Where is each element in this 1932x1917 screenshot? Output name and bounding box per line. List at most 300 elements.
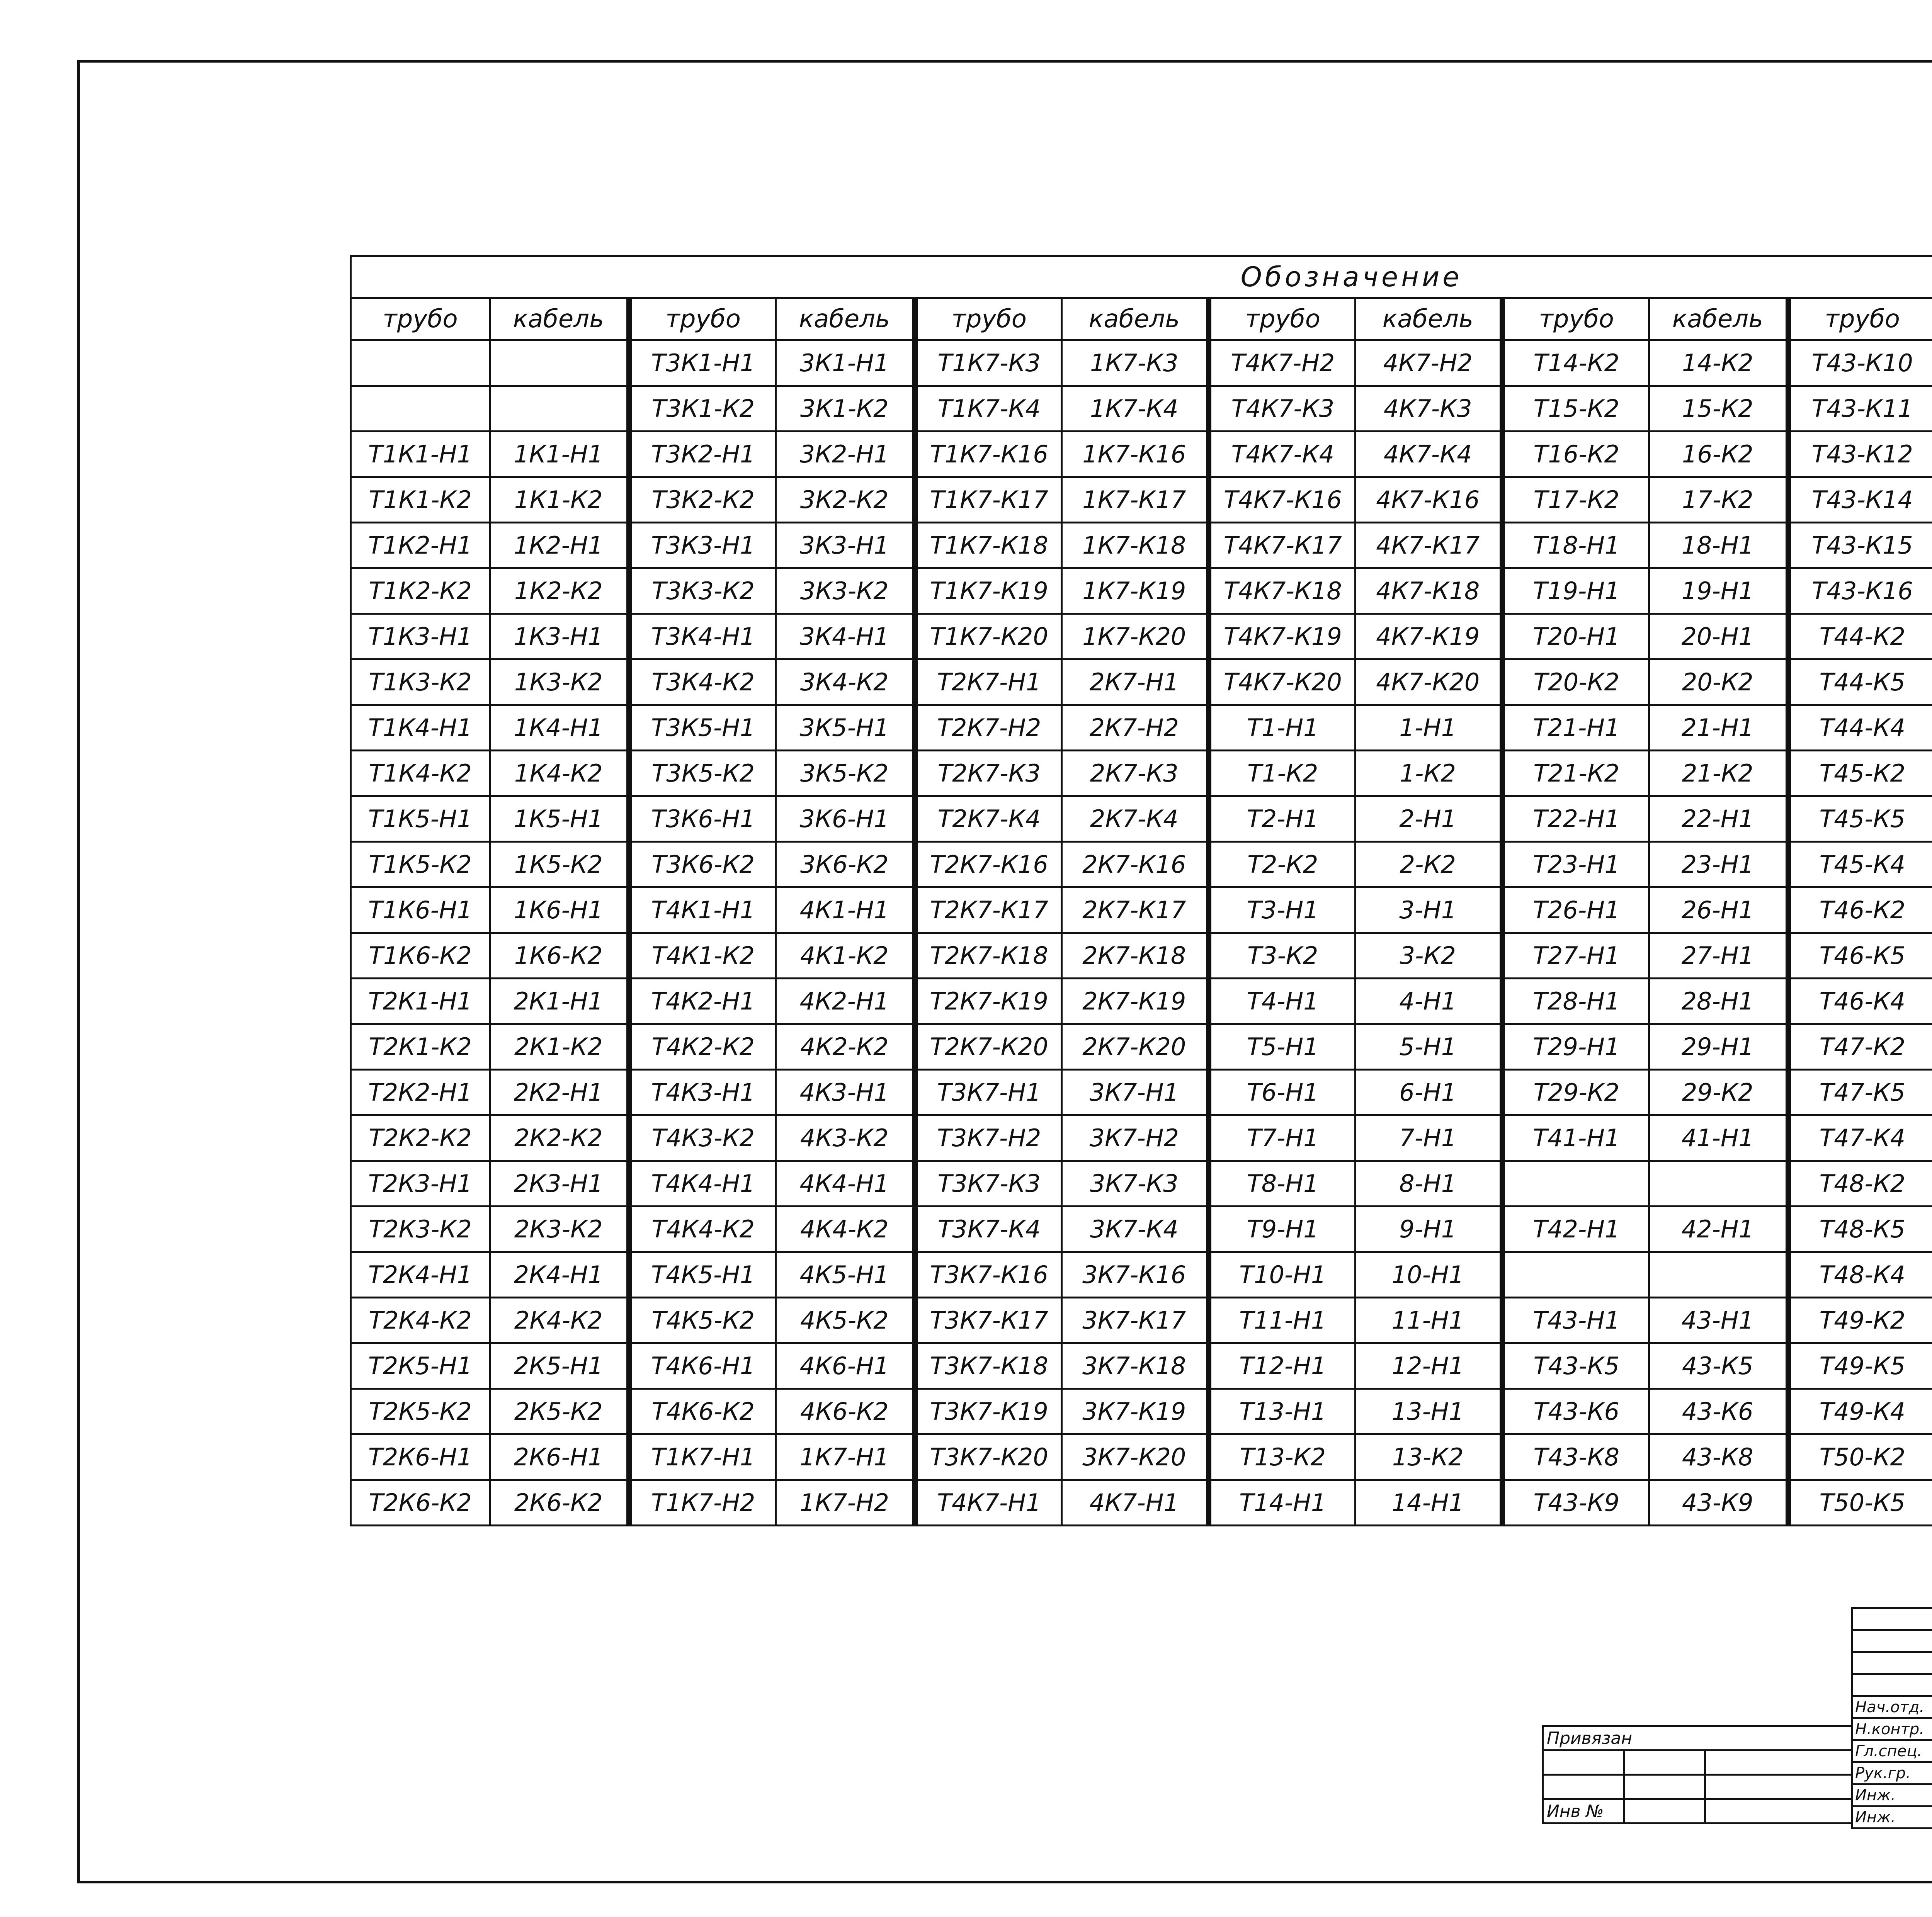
tube-cell: Т13-К2 (1209, 1434, 1355, 1480)
tube-cell: Т44-К2 (1788, 614, 1932, 659)
tube-cell: Т20-К2 (1502, 659, 1649, 705)
cable-cell: 4К7-Н2 (1355, 340, 1502, 386)
tube-cell: Т2К7-К17 (915, 887, 1062, 933)
cable-cell: 5-Н1 (1355, 1024, 1502, 1070)
cable-cell: 27-Н1 (1649, 933, 1788, 979)
tube-cell: Т3К6-К2 (629, 842, 776, 887)
tube-cell: Т3К7-К17 (915, 1298, 1062, 1343)
cable-cell: 2К7-Н2 (1062, 705, 1209, 751)
tube-cell: Т49-К4 (1788, 1389, 1932, 1434)
cable-cell: 43-К8 (1649, 1434, 1788, 1480)
tube-cell: Т9-Н1 (1209, 1207, 1355, 1252)
cable-cell: 3К2-К2 (776, 477, 915, 523)
cable-cell: 4К6-Н1 (776, 1343, 915, 1389)
person-role: Инж. (1852, 1807, 1932, 1829)
tube-cell: Т21-Н1 (1502, 705, 1649, 751)
cable-cell: 16-К2 (1649, 432, 1788, 477)
cable-cell: 3К5-Н1 (776, 705, 915, 751)
tube-cell: Т3К6-Н1 (629, 796, 776, 842)
tube-cell: Т2К7-Н2 (915, 705, 1062, 751)
cable-cell: 2К5-К2 (490, 1389, 629, 1434)
table-row (351, 979, 1932, 1024)
cable-cell: 1К1-Н1 (490, 432, 629, 477)
tube-cell: Т5-Н1 (1209, 1024, 1355, 1070)
table-row (351, 1434, 1932, 1480)
tube-cell: Т2К3-К2 (351, 1207, 490, 1252)
table-row (351, 523, 1932, 568)
tube-cell: Т4-Н1 (1209, 979, 1355, 1024)
cable-cell: 4К2-К2 (776, 1024, 915, 1070)
tube-cell: Т14-Н1 (1209, 1480, 1355, 1526)
tube-cell: Т2К6-Н1 (351, 1434, 490, 1480)
cable-cell: 29-К2 (1649, 1070, 1788, 1115)
cable-cell: 1К3-Н1 (490, 614, 629, 659)
tube-cell: Т44-К4 (1788, 705, 1932, 751)
tube-cell: Т11-Н1 (1209, 1298, 1355, 1343)
tube-cell: Т29-К2 (1502, 1070, 1649, 1115)
tube-cell: Т3К7-К18 (915, 1343, 1062, 1389)
tube-cell: Т2К5-Н1 (351, 1343, 490, 1389)
cable-cell: 1К5-К2 (490, 842, 629, 887)
cable-cell: 2К1-Н1 (490, 979, 629, 1024)
table-row (351, 568, 1932, 614)
tube-cell: Т1К1-Н1 (351, 432, 490, 477)
tube-cell: Т4К1-Н1 (629, 887, 776, 933)
tube-cell: Т50-К5 (1788, 1480, 1932, 1526)
table-row (351, 751, 1932, 796)
privyazan-block (1542, 1725, 1853, 1824)
header-cable: кабель (490, 298, 629, 340)
cable-cell: 1К6-К2 (490, 933, 629, 979)
tube-cell: Т1К1-К2 (351, 477, 490, 523)
tube-cell: Т3К7-К4 (915, 1207, 1062, 1252)
person-role: Гл.спец. (1852, 1740, 1932, 1762)
tube-cell: Т1К5-К2 (351, 842, 490, 887)
tube-cell: Т3К7-К19 (915, 1389, 1062, 1434)
tube-cell: Т16-К2 (1502, 432, 1649, 477)
cable-cell: 2К7-К20 (1062, 1024, 1209, 1070)
cable-cell: 3К7-К19 (1062, 1389, 1209, 1434)
table-row (351, 614, 1932, 659)
cable-cell: 4К5-К2 (776, 1298, 915, 1343)
cable-cell: 3К7-К20 (1062, 1434, 1209, 1480)
tube-cell: Т1К7-К17 (915, 477, 1062, 523)
tube-cell: Т4К7-К4 (1209, 432, 1355, 477)
tube-cell: Т46-К2 (1788, 887, 1932, 933)
cable-cell: 2К7-К18 (1062, 933, 1209, 979)
tube-cell: Т3К2-Н1 (629, 432, 776, 477)
cable-cell: 14-Н1 (1355, 1480, 1502, 1526)
table-row (351, 705, 1932, 751)
cable-cell: 3К7-К18 (1062, 1343, 1209, 1389)
tube-cell: Т46-К5 (1788, 933, 1932, 979)
tube-cell: Т4К5-К2 (629, 1298, 776, 1343)
cable-cell: 22-Н1 (1649, 796, 1788, 842)
tube-cell: Т3-К2 (1209, 933, 1355, 979)
tube-cell: Т1К7-Н2 (629, 1480, 776, 1526)
cable-cell: 4К7-К16 (1355, 477, 1502, 523)
cable-cell: 4К2-Н1 (776, 979, 915, 1024)
tube-cell: Т2К4-Н1 (351, 1252, 490, 1298)
tube-cell: Т4К7-К17 (1209, 523, 1355, 568)
cable-cell: 14-К2 (1649, 340, 1788, 386)
cable-cell: 26-Н1 (1649, 887, 1788, 933)
table-body (351, 340, 1932, 1526)
tube-cell: Т4К7-К16 (1209, 477, 1355, 523)
tube-cell: Т43-К10 (1788, 340, 1932, 386)
tube-cell: Т43-К9 (1502, 1480, 1649, 1526)
table-row (351, 933, 1932, 979)
cable-cell: 2К3-К2 (490, 1207, 629, 1252)
tube-cell: Т1К6-Н1 (351, 887, 490, 933)
tube-cell (1502, 1161, 1649, 1207)
tube-cell: Т21-К2 (1502, 751, 1649, 796)
tube-cell: Т23-Н1 (1502, 842, 1649, 887)
tube-cell (351, 340, 490, 386)
table-title: Обозначение (351, 256, 1932, 298)
cable-cell: 3К6-К2 (776, 842, 915, 887)
table-row (351, 1298, 1932, 1343)
tube-cell: Т3К2-К2 (629, 477, 776, 523)
cable-cell: 1К7-К18 (1062, 523, 1209, 568)
tube-cell: Т1К7-К20 (915, 614, 1062, 659)
tube-cell: Т1К6-К2 (351, 933, 490, 979)
tube-cell: Т4К7-Н2 (1209, 340, 1355, 386)
cable-cell: 3К7-К3 (1062, 1161, 1209, 1207)
tube-cell: Т43-К15 (1788, 523, 1932, 568)
person-role: Н.контр. (1852, 1718, 1932, 1740)
cable-cell: 3К1-Н1 (776, 340, 915, 386)
tube-cell: Т2К2-Н1 (351, 1070, 490, 1115)
tube-cell: Т3К7-К16 (915, 1252, 1062, 1298)
cable-cell: 4К5-Н1 (776, 1252, 915, 1298)
tube-cell: Т41-Н1 (1502, 1115, 1649, 1161)
inv-label: Инв № (1543, 1799, 1624, 1824)
tube-cell: Т28-Н1 (1502, 979, 1649, 1024)
cable-cell: 3К4-Н1 (776, 614, 915, 659)
cable-cell: 12-Н1 (1355, 1343, 1502, 1389)
cable-cell: 2-К2 (1355, 842, 1502, 887)
tube-cell: Т4К3-Н1 (629, 1070, 776, 1115)
table-row (351, 1161, 1932, 1207)
tube-cell: Т1К7-К4 (915, 386, 1062, 432)
tube-cell: Т2К5-К2 (351, 1389, 490, 1434)
tube-cell: Т2К2-К2 (351, 1115, 490, 1161)
tube-cell: Т4К1-К2 (629, 933, 776, 979)
tube-cell: Т10-Н1 (1209, 1252, 1355, 1298)
tube-cell: Т27-Н1 (1502, 933, 1649, 979)
cable-cell: 1К7-К19 (1062, 568, 1209, 614)
cable-cell: 13-К2 (1355, 1434, 1502, 1480)
tube-cell: Т4К5-Н1 (629, 1252, 776, 1298)
cable-cell: 3-Н1 (1355, 887, 1502, 933)
tube-cell: Т47-К2 (1788, 1024, 1932, 1070)
cable-tube-table (350, 255, 1932, 1526)
cable-cell: 21-Н1 (1649, 705, 1788, 751)
cable-cell: 4К7-К3 (1355, 386, 1502, 432)
tube-cell: Т8-Н1 (1209, 1161, 1355, 1207)
table-row (351, 432, 1932, 477)
cable-cell: 2К5-Н1 (490, 1343, 629, 1389)
cable-cell: 4-Н1 (1355, 979, 1502, 1024)
tube-cell: Т3К1-Н1 (629, 340, 776, 386)
table-row (351, 386, 1932, 432)
table-row (351, 1480, 1932, 1526)
tube-cell: Т4К7-К19 (1209, 614, 1355, 659)
cable-cell: 2К7-К17 (1062, 887, 1209, 933)
cable-cell (490, 340, 629, 386)
cable-cell: 43-К5 (1649, 1343, 1788, 1389)
header-tube: трубо (351, 298, 490, 340)
cable-cell: 3К7-Н1 (1062, 1070, 1209, 1115)
cable-cell: 3К7-К17 (1062, 1298, 1209, 1343)
cable-cell: 1К4-К2 (490, 751, 629, 796)
cable-cell: 17-К2 (1649, 477, 1788, 523)
cable-cell: 4К7-К18 (1355, 568, 1502, 614)
tube-cell: Т2К7-К3 (915, 751, 1062, 796)
tube-cell: Т14-К2 (1502, 340, 1649, 386)
cable-cell: 43-Н1 (1649, 1298, 1788, 1343)
table-row (351, 340, 1932, 386)
cable-cell: 1-К2 (1355, 751, 1502, 796)
header-tube: трубо (1209, 298, 1355, 340)
cable-cell: 1К7-К16 (1062, 432, 1209, 477)
tube-cell: Т3К7-К3 (915, 1161, 1062, 1207)
tube-cell: Т26-Н1 (1502, 887, 1649, 933)
tube-cell: Т20-Н1 (1502, 614, 1649, 659)
cable-cell: 2К7-К4 (1062, 796, 1209, 842)
cable-cell: 2К6-Н1 (490, 1434, 629, 1480)
tube-cell: Т1К7-К16 (915, 432, 1062, 477)
table-row (351, 1389, 1932, 1434)
tube-cell: Т43-К14 (1788, 477, 1932, 523)
cable-cell: 43-К6 (1649, 1389, 1788, 1434)
cable-cell: 1К7-К20 (1062, 614, 1209, 659)
tube-cell: Т48-К2 (1788, 1161, 1932, 1207)
tube-cell: Т43-К12 (1788, 432, 1932, 477)
tube-cell: Т1К7-К18 (915, 523, 1062, 568)
tube-cell: Т2К4-К2 (351, 1298, 490, 1343)
table-row (351, 1115, 1932, 1161)
table-row (351, 1024, 1932, 1070)
table-row (351, 477, 1932, 523)
tube-cell: Т19-Н1 (1502, 568, 1649, 614)
tube-cell: Т1К7-К19 (915, 568, 1062, 614)
cable-cell: 20-К2 (1649, 659, 1788, 705)
tube-cell: Т2-К2 (1209, 842, 1355, 887)
tube-cell: Т43-К16 (1788, 568, 1932, 614)
header-cable: кабель (776, 298, 915, 340)
cable-cell: 19-Н1 (1649, 568, 1788, 614)
cable-cell: 23-Н1 (1649, 842, 1788, 887)
cable-cell: 1К5-Н1 (490, 796, 629, 842)
cable-cell: 2К3-Н1 (490, 1161, 629, 1207)
cable-cell: 2К7-К19 (1062, 979, 1209, 1024)
tube-cell: Т17-К2 (1502, 477, 1649, 523)
cable-cell: 2К6-К2 (490, 1480, 629, 1526)
tube-cell: Т1К4-Н1 (351, 705, 490, 751)
cable-cell: 4К1-Н1 (776, 887, 915, 933)
tube-cell: Т3К5-Н1 (629, 705, 776, 751)
cable-cell: 1К7-Н2 (776, 1480, 915, 1526)
tube-cell: Т3-Н1 (1209, 887, 1355, 933)
cable-cell: 4К7-К4 (1355, 432, 1502, 477)
tube-cell: Т43-К6 (1502, 1389, 1649, 1434)
table-row (351, 1207, 1932, 1252)
person-role: Нач.отд. (1852, 1696, 1932, 1718)
cable-cell: 9-Н1 (1355, 1207, 1502, 1252)
cable-cell: 7-Н1 (1355, 1115, 1502, 1161)
tube-cell: Т12-Н1 (1209, 1343, 1355, 1389)
cable-cell: 4К6-К2 (776, 1389, 915, 1434)
privyazan-label: Привязан (1543, 1726, 1852, 1750)
header-cable: кабель (1062, 298, 1209, 340)
table-row (351, 1343, 1932, 1389)
tube-cell: Т13-Н1 (1209, 1389, 1355, 1434)
table-row (351, 796, 1932, 842)
tube-cell: Т2К7-К16 (915, 842, 1062, 887)
tube-cell: Т45-К2 (1788, 751, 1932, 796)
tube-cell: Т4К7-Н1 (915, 1480, 1062, 1526)
tube-cell: Т4К7-К18 (1209, 568, 1355, 614)
tube-cell: Т3К7-Н1 (915, 1070, 1062, 1115)
tube-cell: Т42-Н1 (1502, 1207, 1649, 1252)
tube-cell: Т43-Н1 (1502, 1298, 1649, 1343)
tube-cell: Т3К3-Н1 (629, 523, 776, 568)
tube-cell: Т44-К5 (1788, 659, 1932, 705)
cable-cell: 2К1-К2 (490, 1024, 629, 1070)
tube-cell: Т2К3-Н1 (351, 1161, 490, 1207)
tube-cell: Т48-К5 (1788, 1207, 1932, 1252)
person-role: Инж. (1852, 1784, 1932, 1807)
cable-cell: 4К1-К2 (776, 933, 915, 979)
table-row (351, 1252, 1932, 1298)
tube-cell: Т2К7-Н1 (915, 659, 1062, 705)
tube-cell: Т4К7-К20 (1209, 659, 1355, 705)
tube-cell (1502, 1252, 1649, 1298)
tube-cell: Т4К3-К2 (629, 1115, 776, 1161)
table-row (351, 1070, 1932, 1115)
cable-cell: 15-К2 (1649, 386, 1788, 432)
tube-cell: Т1-Н1 (1209, 705, 1355, 751)
person-role: Рук.гр. (1852, 1762, 1932, 1784)
tube-cell: Т29-Н1 (1502, 1024, 1649, 1070)
cable-cell: 3К4-К2 (776, 659, 915, 705)
cable-cell: 3К7-К4 (1062, 1207, 1209, 1252)
tube-cell: Т4К4-Н1 (629, 1161, 776, 1207)
cable-cell: 3К6-Н1 (776, 796, 915, 842)
tube-cell: Т4К6-К2 (629, 1389, 776, 1434)
table-title-row (351, 256, 1932, 298)
tube-cell: Т2К7-К18 (915, 933, 1062, 979)
cable-cell: 2К2-К2 (490, 1115, 629, 1161)
tube-cell: Т43-К8 (1502, 1434, 1649, 1480)
cable-cell: 3К2-Н1 (776, 432, 915, 477)
header-tube: трубо (1502, 298, 1649, 340)
header-tube: трубо (1788, 298, 1932, 340)
tube-cell: Т2К7-К4 (915, 796, 1062, 842)
tube-cell: Т1К3-Н1 (351, 614, 490, 659)
cable-cell: 4К3-К2 (776, 1115, 915, 1161)
table-row (351, 842, 1932, 887)
cable-cell: 1К1-К2 (490, 477, 629, 523)
tube-cell: Т1К2-К2 (351, 568, 490, 614)
cable-cell: 18-Н1 (1649, 523, 1788, 568)
cable-cell: 1К2-Н1 (490, 523, 629, 568)
cable-cell: 4К7-Н1 (1062, 1480, 1209, 1526)
tube-cell: Т4К4-К2 (629, 1207, 776, 1252)
tube-cell: Т4К7-К3 (1209, 386, 1355, 432)
tube-cell: Т1К7-Н1 (629, 1434, 776, 1480)
cable-cell: 4К7-К19 (1355, 614, 1502, 659)
cable-cell: 1К3-К2 (490, 659, 629, 705)
cable-cell: 42-Н1 (1649, 1207, 1788, 1252)
cable-cell: 1К6-Н1 (490, 887, 629, 933)
cable-cell: 28-Н1 (1649, 979, 1788, 1024)
cable-cell: 4К4-Н1 (776, 1161, 915, 1207)
tube-cell: Т3К5-К2 (629, 751, 776, 796)
tube-cell: Т3К3-К2 (629, 568, 776, 614)
tube-cell: Т3К4-Н1 (629, 614, 776, 659)
tube-cell: Т3К7-Н2 (915, 1115, 1062, 1161)
cable-cell: 1К2-К2 (490, 568, 629, 614)
tube-cell: Т2-Н1 (1209, 796, 1355, 842)
cable-cell: 1К4-Н1 (490, 705, 629, 751)
cable-cell: 11-Н1 (1355, 1298, 1502, 1343)
cable-cell: 2К7-К16 (1062, 842, 1209, 887)
tube-cell: Т2К6-К2 (351, 1480, 490, 1526)
cable-cell: 4К7-К20 (1355, 659, 1502, 705)
tube-cell: Т46-К4 (1788, 979, 1932, 1024)
tube-cell: Т47-К5 (1788, 1070, 1932, 1115)
cable-cell: 2К7-К3 (1062, 751, 1209, 796)
cable-cell: 3-К2 (1355, 933, 1502, 979)
tube-cell: Т3К4-К2 (629, 659, 776, 705)
cable-cell: 2К7-Н1 (1062, 659, 1209, 705)
cable-cell: 13-Н1 (1355, 1389, 1502, 1434)
tube-cell: Т4К6-Н1 (629, 1343, 776, 1389)
cable-cell (490, 386, 629, 432)
tube-cell: Т1К5-Н1 (351, 796, 490, 842)
tube-cell: Т45-К4 (1788, 842, 1932, 887)
tube-cell: Т1К4-К2 (351, 751, 490, 796)
cable-cell: 2К2-Н1 (490, 1070, 629, 1115)
cable-cell (1649, 1161, 1788, 1207)
cable-cell: 6-Н1 (1355, 1070, 1502, 1115)
tube-cell: Т48-К4 (1788, 1252, 1932, 1298)
cable-cell: 10-Н1 (1355, 1252, 1502, 1298)
tube-cell: Т3К7-К20 (915, 1434, 1062, 1480)
tube-cell: Т6-Н1 (1209, 1070, 1355, 1115)
tube-cell: Т2К7-К20 (915, 1024, 1062, 1070)
tube-cell: Т4К2-К2 (629, 1024, 776, 1070)
cable-cell: 8-Н1 (1355, 1161, 1502, 1207)
header-cable: кабель (1355, 298, 1502, 340)
tube-cell: Т45-К5 (1788, 796, 1932, 842)
table-row (351, 887, 1932, 933)
tube-cell: Т47-К4 (1788, 1115, 1932, 1161)
tube-cell (351, 386, 490, 432)
cable-cell: 21-К2 (1649, 751, 1788, 796)
table-row (351, 659, 1932, 705)
cable-cell: 3К7-К16 (1062, 1252, 1209, 1298)
tube-cell: Т2К1-Н1 (351, 979, 490, 1024)
tube-cell: Т2К7-К19 (915, 979, 1062, 1024)
cable-cell: 4К7-К17 (1355, 523, 1502, 568)
tube-cell: Т1К7-К3 (915, 340, 1062, 386)
cable-cell: 4К3-Н1 (776, 1070, 915, 1115)
tube-cell: Т50-К2 (1788, 1434, 1932, 1480)
